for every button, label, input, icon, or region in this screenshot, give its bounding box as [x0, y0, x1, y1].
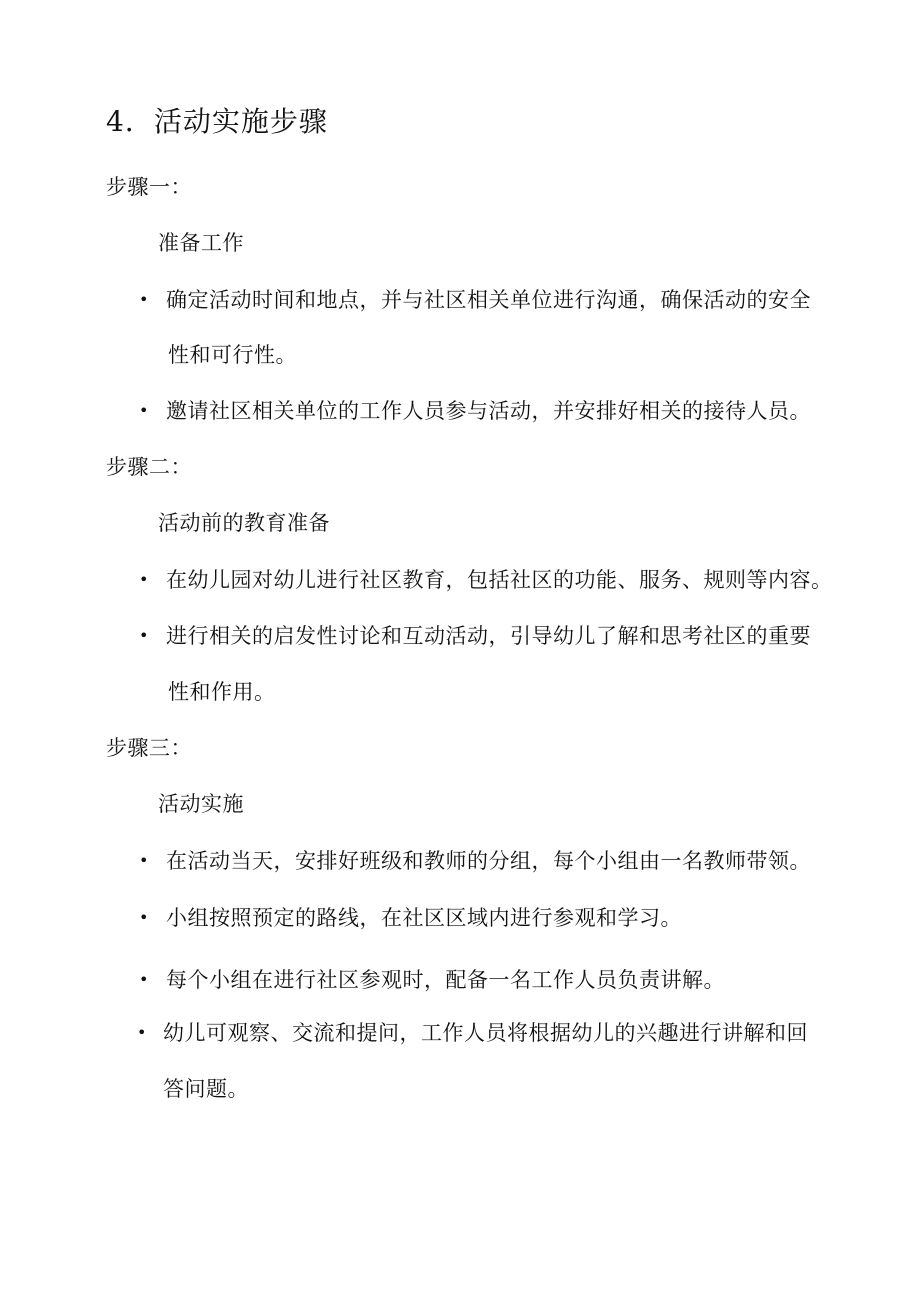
bullet-marker: •: [139, 626, 149, 645]
step-heading-2: 活动前的教育准备: [158, 511, 330, 535]
bullet-marker: •: [139, 570, 149, 589]
list-item-text-continued: 答问题。: [163, 1077, 249, 1101]
bullet-marker: •: [139, 401, 149, 420]
list-item-text-continued: 性和作用。: [168, 680, 276, 704]
list-item-text: 幼儿可观察、交流和提问，工作人员将根据幼儿的兴趣进行讲解和回: [163, 1021, 808, 1045]
section-title: 4．活动实施步骤: [106, 105, 328, 138]
list-item-text: 进行相关的启发性讨论和互动活动，引导幼儿了解和思考社区的重要: [166, 624, 811, 648]
step-label-2: 步骤二：: [106, 455, 192, 479]
bullet-marker: •: [137, 1023, 147, 1042]
bullet-marker: •: [139, 851, 149, 870]
list-item-text: 邀请社区相关单位的工作人员参与活动，并安排好相关的接待人员。: [166, 399, 811, 423]
list-item-text: 确定活动时间和地点，并与社区相关单位进行沟通，确保活动的安全: [166, 288, 811, 312]
bullet-marker: •: [139, 908, 149, 927]
step-label-1: 步骤一：: [106, 175, 192, 199]
step-heading-1: 准备工作: [158, 231, 244, 255]
list-item-text: 小组按照预定的路线，在社区区域内进行参观和学习。: [166, 906, 682, 930]
step-label-3: 步骤三：: [106, 736, 192, 760]
list-item-text: 在幼儿园对幼儿进行社区教育，包括社区的功能、服务、规则等内容。: [166, 568, 833, 592]
bullet-marker: •: [139, 290, 149, 309]
list-item-text: 每个小组在进行社区参观时，配备一名工作人员负责讲解。: [166, 968, 725, 992]
list-item-text: 在活动当天，安排好班级和教师的分组，每个小组由一名教师带领。: [166, 849, 811, 873]
list-item-text-continued: 性和可行性。: [168, 343, 297, 367]
bullet-marker: •: [139, 970, 149, 989]
step-heading-3: 活动实施: [158, 792, 244, 816]
